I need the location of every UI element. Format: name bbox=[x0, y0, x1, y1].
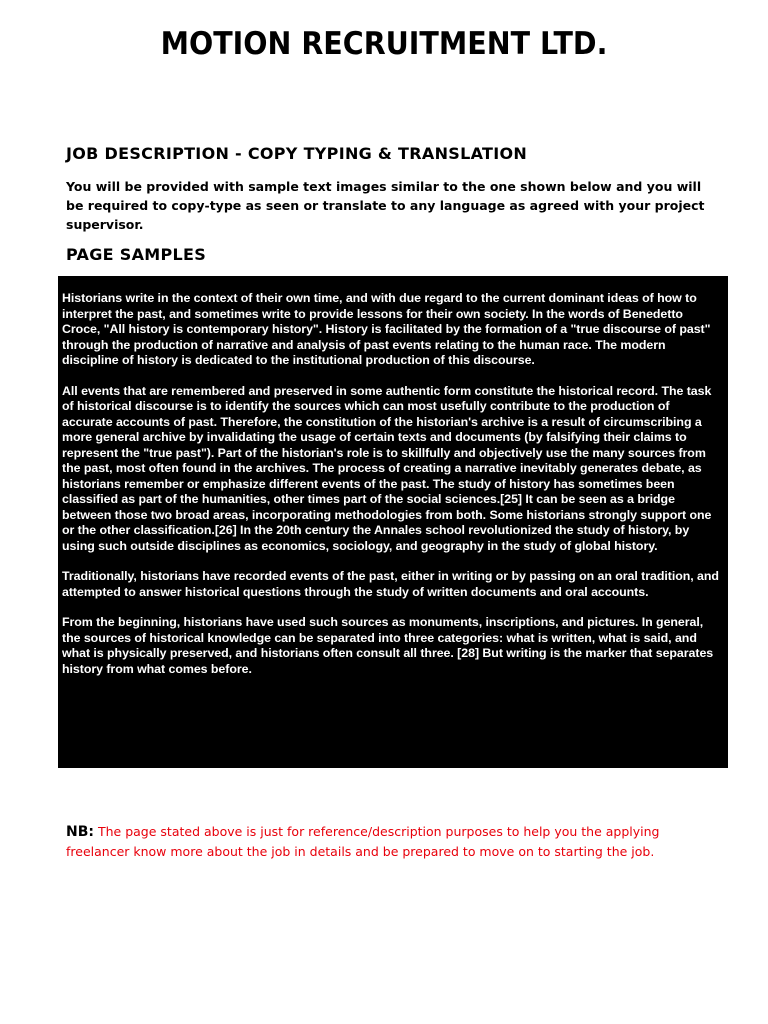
nb-label: NB: bbox=[66, 824, 94, 840]
nb-text: The page stated above is just for reference/description purposes to help you the applying freelancer know more about the job in details and be prepared to move on to starting the job. bbox=[66, 824, 660, 859]
nb-note bbox=[66, 822, 726, 861]
page-sample-box bbox=[58, 276, 728, 768]
sample-paragraph: From the beginning, historians have used such sources as monuments, inscriptions, and pictures. In general, the sources of historical knowledge can be separated into three categories: what is written, what is said, and what is physically preserved, and historians often consult all three. [28] But writing is the marker that separates history from what comes before. bbox=[62, 615, 714, 676]
job-description-heading: JOB DESCRIPTION - COPY TYPING & TRANSLATION bbox=[66, 144, 528, 163]
sample-paragraph: All events that are remembered and preserved in some authentic form constitute the historical record. The task of historical discourse is to identify the sources which can most usefully contribute to the production of accurate accounts of past. Therefore, the constitution of the historian's archive is a result of circumscribing a more general archive by invalidating the usage of certain texts and documents (by falsifying their claims to represent the "true past"). Part of the historian's role is to skillfully and objectively use the many sources from the past, most often found in the archives. The process of creating a narrative inevitably generates debate, as historians remember or emphasize different events of the past. The study of history has sometimes been classified as part of the humanities, other times part of the social sciences.[25] It can be seen as a bridge between those two broad areas, incorporating methodologies from both. Some historians strongly support one or the other classification.[26] In the 20th century the Annales school revolutionized the study of history, by using such outside disciplines as economics, sociology, and geography in the study of global history. bbox=[62, 383, 712, 553]
job-intro-text: You will be provided with sample text images similar to the one shown below and you will be required to copy-type as seen or translate to any language as agreed with your project supervisor. bbox=[66, 179, 705, 232]
page-samples-heading: PAGE SAMPLES bbox=[66, 245, 207, 264]
company-title: MOTION RECRUITMENT LTD. bbox=[160, 26, 608, 62]
sample-paragraph: Traditionally, historians have recorded events of the past, either in writing or by passing on an oral tradition, and attempted to answer historical questions through the study of written documents and oral accounts. bbox=[62, 569, 719, 599]
sample-paragraph: Historians write in the context of their own time, and with due regard to the current dominant ideas of how to interpret the past, and sometimes write to provide lessons for their own society. In the words of Benedetto Croce, "All history is contemporary history". History is facilitated by the formation of a "true discourse of past" through the production of narrative and analysis of past events relating to the human race. The modern discipline of history is dedicated to the institutional production of this discourse. bbox=[62, 291, 711, 367]
